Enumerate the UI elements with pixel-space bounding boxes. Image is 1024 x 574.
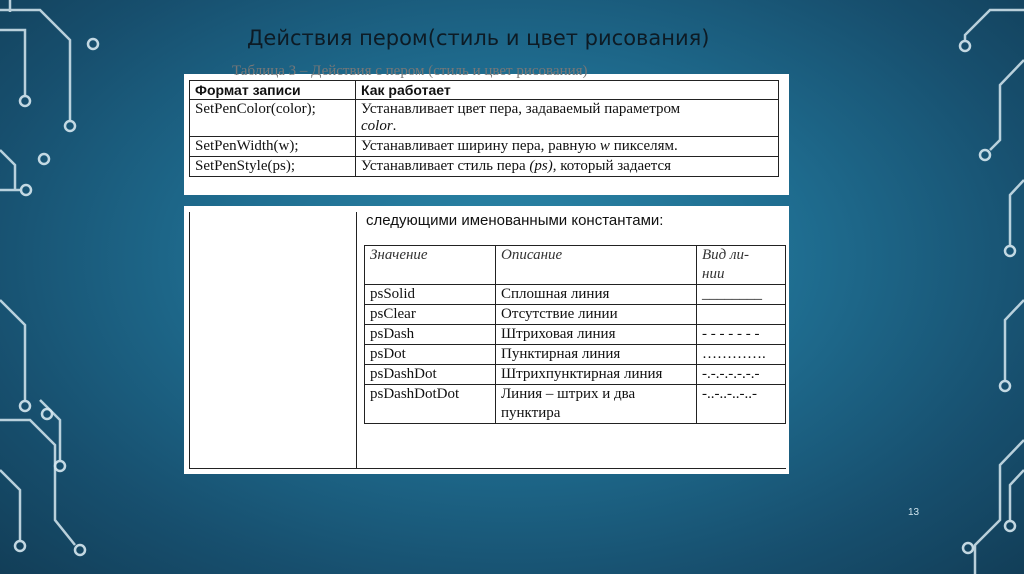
pen-methods-table [189, 80, 779, 177]
table-row [365, 345, 786, 365]
line-sample-cell: ________ [697, 285, 786, 305]
description-cell [356, 137, 779, 157]
param-name: w [599, 138, 610, 154]
param-name: (ps) [529, 158, 553, 174]
description-cell: Сплошная линия [496, 285, 697, 305]
constant-cell: psDash [365, 325, 496, 345]
header-value: Значение [365, 246, 496, 285]
constant-cell: psSolid [365, 285, 496, 305]
line-sample-cell: -.-.-.-.-.-.- [697, 365, 786, 385]
description-cell [356, 100, 779, 137]
table-border [189, 468, 786, 469]
constant-cell: psDashDot [365, 365, 496, 385]
table-border [189, 212, 190, 468]
description-cell: Штрихпунктирная линия [496, 365, 697, 385]
description-cell: Отсутствие линии [496, 305, 697, 325]
description-cell: Штриховая линия [496, 325, 697, 345]
constant-cell: psDashDotDot [365, 385, 496, 424]
description-text: Устанавливает ширину пера, равную [361, 138, 597, 154]
line-sample-cell: …………. [697, 345, 786, 365]
continuation-text: следующими именованными константами: [366, 212, 664, 229]
description-tail: , который задается [552, 158, 672, 174]
table-header-row [365, 246, 786, 285]
description-tail: пикселям. [613, 138, 678, 154]
description-text: Устанавливает цвет пера, задаваемый параметром [361, 101, 681, 117]
header-format: Формат записи [190, 81, 356, 100]
table-row [190, 137, 779, 157]
description-tail: . [392, 118, 397, 134]
table-header-row [190, 81, 779, 100]
constant-cell: psDot [365, 345, 496, 365]
table-row [190, 100, 779, 137]
description-text: Устанавливает стиль пера [361, 158, 526, 174]
table-row [365, 365, 786, 385]
param-name: color [361, 118, 393, 134]
line-sample-cell: -..-..-..-..- [697, 385, 786, 424]
header-description: Описание [496, 246, 697, 285]
constant-cell: psClear [365, 305, 496, 325]
line-sample-cell [697, 305, 786, 325]
method-cell: SetPenColor(color); [190, 100, 356, 137]
table-row [365, 385, 786, 424]
description-cell: Линия – штрих и два пунктира [496, 385, 697, 424]
table-caption: Таблица 3 – Действия с пером (стиль и цвет рисования) [232, 63, 588, 79]
table-row [365, 325, 786, 345]
method-cell: SetPenWidth(w); [190, 137, 356, 157]
table-image-bottom [184, 206, 789, 474]
method-cell: SetPenStyle(ps); [190, 157, 356, 177]
table-row [365, 285, 786, 305]
header-how-it-works: Как работает [356, 81, 779, 100]
table-image-top [184, 63, 789, 195]
table-row [190, 157, 779, 177]
table-border [356, 212, 357, 468]
line-sample-cell: - - - - - - - [697, 325, 786, 345]
page-number: 13 [908, 507, 920, 518]
description-cell [356, 157, 779, 177]
description-cell: Пунктирная линия [496, 345, 697, 365]
header-line-type: Вид ли- нии [697, 246, 786, 285]
pen-style-constants-table [364, 245, 786, 424]
table-row [365, 305, 786, 325]
slide-title: Действия пером(стиль и цвет рисования) [247, 26, 710, 50]
